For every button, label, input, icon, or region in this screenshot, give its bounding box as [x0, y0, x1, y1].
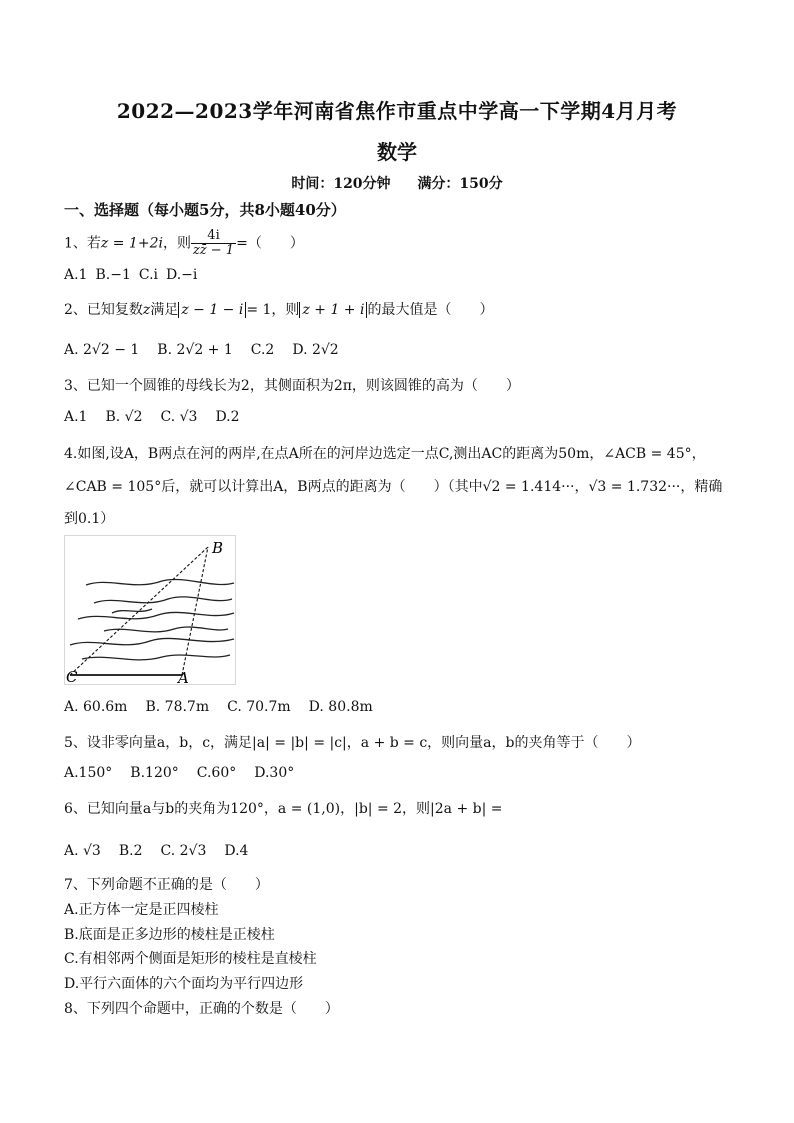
- q1-option-c: C.i: [138, 267, 158, 283]
- exam-score: 满分：150分: [417, 176, 503, 192]
- exam-title: 2022—2023学年河南省焦作市重点中学高一下学期4月月考: [116, 99, 678, 123]
- q5-option-a: A.150°: [64, 765, 113, 781]
- q5-option-d: D.30°: [254, 765, 295, 781]
- q4-option-b: B. 78.7m: [145, 699, 210, 715]
- question-6: 6、已知向量a与b的夹角为120°，a = (1,0)，|b| = 2，则|2a + b| =: [64, 801, 503, 817]
- question-2-options: [64, 342, 357, 358]
- label-c: C: [66, 668, 78, 685]
- exam-subject: 数学: [377, 140, 417, 164]
- q7-option-c: C.有相邻两个侧面是矩形的棱柱是直棱柱: [64, 951, 317, 967]
- question-3-options: [64, 409, 258, 425]
- section-heading: 一、选择题（每小题5分，共8小题40分）: [64, 201, 346, 219]
- question-6-options: [64, 843, 266, 859]
- q7-option-b: B.底面是正多边形的棱柱是正棱柱: [64, 927, 275, 943]
- question-4-line-3: 到0.1）: [64, 511, 115, 527]
- q2-option-d: D. 2√2: [292, 342, 339, 358]
- question-2: 2、已知复数z满足 z − 1 − i = 1，则 z + 1 + i 的最大值是（ ）: [64, 302, 494, 318]
- q2-option-b: B. 2√2 + 1: [157, 342, 233, 358]
- question-1: 1、若z = 1+2i，则 $\frac{4i}{zz̄ - 1}$ =（ ）: [64, 228, 304, 258]
- question-4-options: [64, 699, 391, 715]
- question-1-options: [64, 267, 205, 283]
- q3-option-a: A.1: [64, 409, 88, 425]
- q7-option-d: D.平行六面体的六个面均为平行四边形: [64, 976, 304, 992]
- q6-option-c: C. 2√3: [160, 843, 207, 859]
- question-3: 3、已知一个圆锥的母线长为2，其侧面积为2π，则该圆锥的高为（ ）: [64, 378, 520, 394]
- q4-option-a: A. 60.6m: [64, 699, 128, 715]
- exam-meta: [0, 173, 794, 193]
- q6-option-a: A. √3: [64, 843, 101, 859]
- question-8: 8、下列四个命题中，正确的个数是（ ）: [64, 1001, 339, 1017]
- q1-option-a: A.1: [64, 267, 88, 283]
- question-4-line-2: ∠CAB = 105°后，就可以计算出A，B两点的距离为（ ）（其中√2 = 1.414···，√3 = 1.732···，精确: [64, 479, 723, 495]
- question-7: 7、下列命题不正确的是（ ）: [64, 877, 269, 893]
- q1-fraction: $\frac{4i}{zz̄ - 1}$: [192, 228, 235, 258]
- question-4-line-1: 4.如图,设A，B两点在河的两岸,在点A所在的河岸边选定一点C,测出AC的距离为50m，∠ACB = 45°，: [64, 446, 706, 462]
- q6-option-b: B.2: [118, 843, 143, 859]
- q6-option-d: D.4: [224, 843, 249, 859]
- question-5-options: [64, 765, 312, 781]
- q3-option-d: D.2: [215, 409, 240, 425]
- q2-option-c: C.2: [250, 342, 275, 358]
- q2-option-a: A. 2√2 − 1: [64, 342, 140, 358]
- q1-option-b: B.−1: [95, 267, 131, 283]
- q7-option-a: A.正方体一定是正四棱柱: [64, 902, 219, 918]
- question-5: 5、设非零向量a，b，c，满足|a| = |b| = |c|，a + b = c，则向量a，b的夹角等于（ ）: [64, 735, 641, 751]
- q3-option-c: C. √3: [160, 409, 198, 425]
- q1-option-d: D.−i: [166, 267, 198, 283]
- q5-option-c: C.60°: [196, 765, 237, 781]
- q3-option-b: B. √2: [105, 409, 143, 425]
- q4-option-c: C. 70.7m: [227, 699, 291, 715]
- label-b: B: [212, 539, 224, 557]
- exam-time: 时间：120分钟: [291, 176, 391, 192]
- label-a: A: [178, 669, 189, 685]
- river-figure: [64, 535, 236, 685]
- q4-option-d: D. 80.8m: [308, 699, 373, 715]
- q5-option-b: B.120°: [130, 765, 179, 781]
